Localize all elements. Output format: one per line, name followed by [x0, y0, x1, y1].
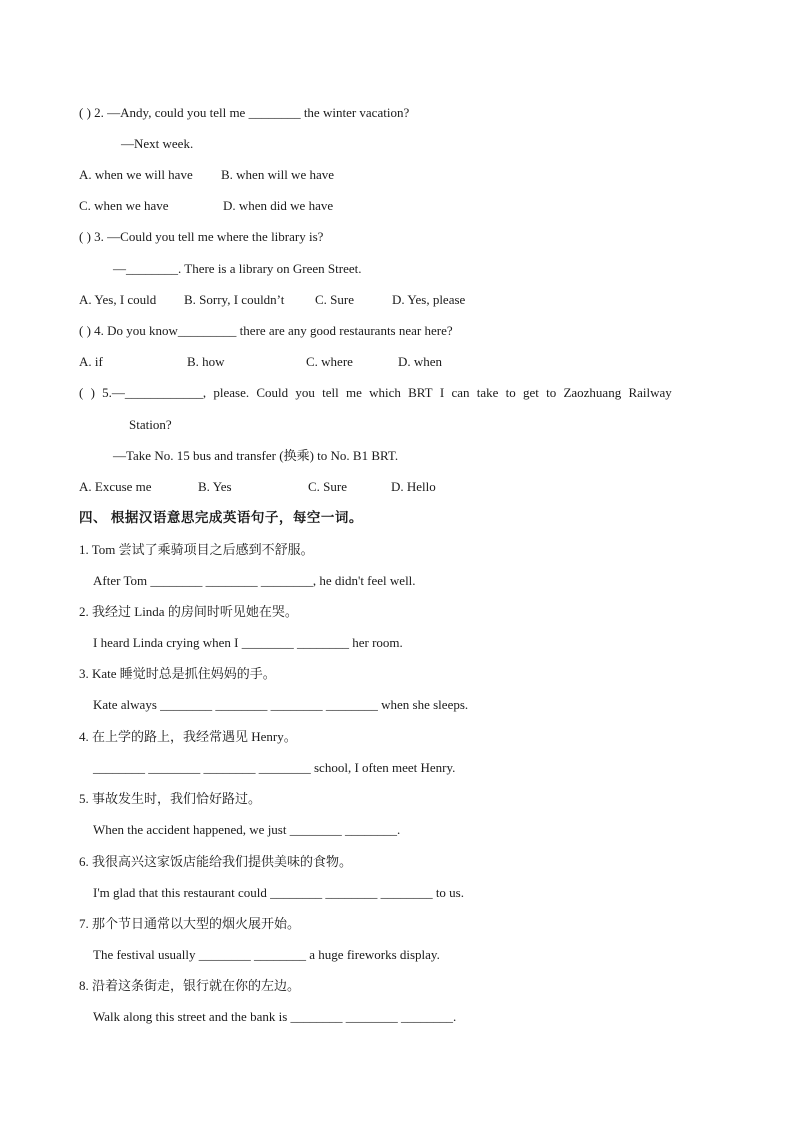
q5-word: 5.—____________, [102, 385, 207, 400]
question-4-options [79, 354, 442, 370]
translation-answer-line: After Tom ________ ________ ________, he didn't feel well. [93, 573, 416, 588]
option-c: C. Sure [315, 292, 354, 307]
q5-word: ( [79, 385, 84, 400]
option-a: A. Yes, I could [79, 292, 157, 307]
translation-prompt: 3. Kate 睡觉时总是抓住妈妈的手。 [79, 666, 276, 681]
question-5-reply: —Take No. 15 bus and transfer (换乘) to No. B1 BRT. [113, 448, 399, 463]
q5-word: BRT [408, 385, 433, 400]
option-d: D. Hello [391, 479, 436, 494]
option-c: C. when we have [79, 198, 169, 213]
q5-word: can [451, 385, 470, 400]
q5-word: Could [256, 385, 289, 400]
translation-prompt: 7. 那个节日通常以大型的烟火展开始。 [79, 916, 301, 931]
question-2-stem: ( ) 2. —Andy, could you tell me ________ the winter vacation? [79, 105, 410, 120]
option-b: B. Sorry, I couldn’t [184, 292, 285, 307]
translation-answer-line: Kate always ________ ________ ________ ________ when she sleeps. [93, 697, 469, 712]
question-2-options-row2 [79, 198, 333, 214]
option-c: C. where [306, 354, 353, 369]
option-a: A. when we will have [79, 167, 193, 182]
q5-word: me [345, 385, 362, 400]
translation-prompt: 6. 我很高兴这家饭店能给我们提供美味的食物。 [79, 854, 353, 869]
q5-word: Railway [628, 385, 672, 400]
q5-word: please. [213, 385, 250, 400]
question-2-options-row1 [79, 167, 334, 183]
question-4-stem: ( ) 4. Do you know_________ there are any good restaurants near here? [79, 323, 453, 338]
option-b: B. when will we have [221, 167, 335, 182]
translation-answer-line: I heard Linda crying when I ________ ________ her room. [93, 635, 403, 650]
question-5-continuation: Station? [129, 417, 172, 432]
option-d: D. when did we have [223, 198, 334, 213]
q5-word: get [522, 385, 539, 400]
translation-answer-line: When the accident happened, we just ________ ________. [93, 822, 401, 837]
translation-prompt: 2. 我经过 Linda 的房间时听见她在哭。 [79, 604, 298, 619]
question-5-options [79, 479, 436, 495]
option-a: A. Excuse me [79, 479, 152, 494]
option-a: A. if [79, 354, 103, 369]
question-3-reply: —________. There is a library on Green Street. [113, 261, 362, 276]
option-b: B. Yes [198, 479, 232, 494]
q5-word: which [369, 385, 401, 400]
q5-word: you [295, 385, 315, 400]
translation-answer-line: Walk along this street and the bank is ________ ________ ________. [93, 1009, 457, 1024]
q5-word: ) [90, 385, 95, 400]
question-5-stem [79, 385, 672, 401]
question-3-options [79, 292, 465, 308]
q5-word: Zaozhuang [563, 385, 622, 400]
section-heading: 四、 根据汉语意思完成英语句子，每空一词。 [79, 510, 363, 525]
q5-word: to [505, 385, 516, 400]
translation-prompt: 4. 在上学的路上，我经常遇见 Henry。 [79, 729, 297, 744]
translation-answer-line: I'm glad that this restaurant could ________ ________ ________ to us. [93, 885, 464, 900]
q5-word: I [439, 385, 445, 400]
translation-answer-line: The festival usually ________ ________ a huge fireworks display. [93, 947, 440, 962]
question-3-stem: ( ) 3. —Could you tell me where the library is? [79, 229, 324, 244]
option-b: B. how [187, 354, 225, 369]
translation-prompt: 1. Tom 尝试了乘骑项目之后感到不舒服。 [79, 542, 314, 557]
option-d: D. when [398, 354, 443, 369]
translation-answer-line: ________ ________ ________ ________ school, I often meet Henry. [93, 760, 456, 775]
option-c: C. Sure [308, 479, 347, 494]
translation-prompt: 5. 事故发生时，我们恰好路过。 [79, 791, 262, 806]
option-d: D. Yes, please [392, 292, 466, 307]
translation-prompt: 8. 沿着这条街走，银行就在你的左边。 [79, 978, 301, 993]
q5-word: tell [322, 385, 339, 400]
q5-word: to [546, 385, 557, 400]
q5-word: take [476, 385, 499, 400]
question-2-reply: —Next week. [121, 136, 194, 151]
